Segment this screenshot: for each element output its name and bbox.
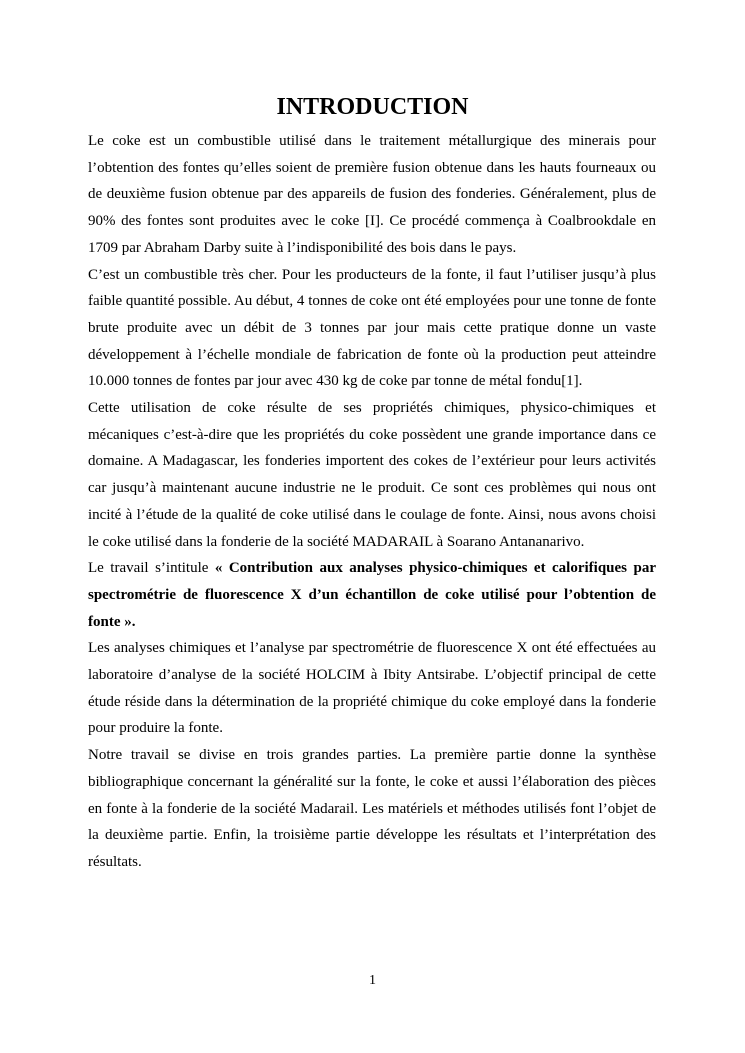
paragraph-4-intro: Le travail s’intitule xyxy=(88,560,215,577)
paragraph-4 xyxy=(88,555,656,635)
page-number: 1 xyxy=(369,973,376,988)
paragraph-2: C’est un combustible très cher. Pour les producteurs de la fonte, il faut l’utiliser jusqu’à plus faible quantité possible. Au début, 4 tonnes de coke ont été employées pour une tonne de fonte brute produite avec un débit de 3 tonnes par jour mais cette pratique donne un vaste développement à l’échelle mondiale de fabrication de fonte où la production peut atteindre 10.000 tonnes de fontes par jour avec 430 kg de coke par tonne de métal fondu[1]. xyxy=(88,266,656,390)
paragraph-5: Les analyses chimiques et l’analyse par spectrométrie de fluorescence X ont été effectuées au laboratoire d’analyse de la société HOLCIM à Ibity Antsirabe. L’objectif principal de cette étude réside dans la détermination de la propriété chimique du coke employé dans la fonderie pour produire la fonte. xyxy=(88,640,656,737)
paragraph-1: Le coke est un combustible utilisé dans le traitement métallurgique des minerais pour l’obtention des fontes qu’elles soient de première fusion obtenue dans les hauts fourneaux ou de deuxième fusion obtenue par des appareils de fusion des fonderies. Généralement, plus de 90% des fontes sont produites avec le coke [I]. Ce procédé commença à Coalbrookdale en 1709 par Abraham Darby suite à l’indisponibilité des bois dans le pays. xyxy=(88,133,656,256)
paragraph-6: Notre travail se divise en trois grandes parties. La première partie donne la synthèse bibliographique concernant la généralité sur la fonte, le coke et aussi l’élaboration des pièces en fonte à la fonderie de la société Madarail. Les matériels et méthodes utilisés font l’objet de la deuxième partie. Enfin, la troisième partie développe les résultats et l’interprétation des résultats. xyxy=(88,747,656,870)
document-body xyxy=(88,128,656,876)
thesis-title: « Contribution aux analyses physico-chimiques et calorifiques par spectrométrie de fluorescence X d’un échantillon de coke utilisé pour l’obtention de fonte ». xyxy=(88,560,656,630)
paragraph-3: Cette utilisation de coke résulte de ses propriétés chimiques, physico-chimiques et mécaniques c’est-à-dire que les propriétés du coke possèdent une grande importance dans ce domaine. A Madagascar, les fonderies importent des cokes de l’extérieur pour leurs activités car jusqu’à maintenant aucune industrie ne le produit. Ce sont ces problèmes qui nous ont incité à l’étude de la qualité de coke utilisé dans le coulage de fonte. Ainsi, nous avons choisi le coke utilisé dans la fonderie de la société MADARAIL à Soarano Antananarivo. xyxy=(88,400,656,550)
page-title: INTRODUCTION xyxy=(276,94,469,120)
